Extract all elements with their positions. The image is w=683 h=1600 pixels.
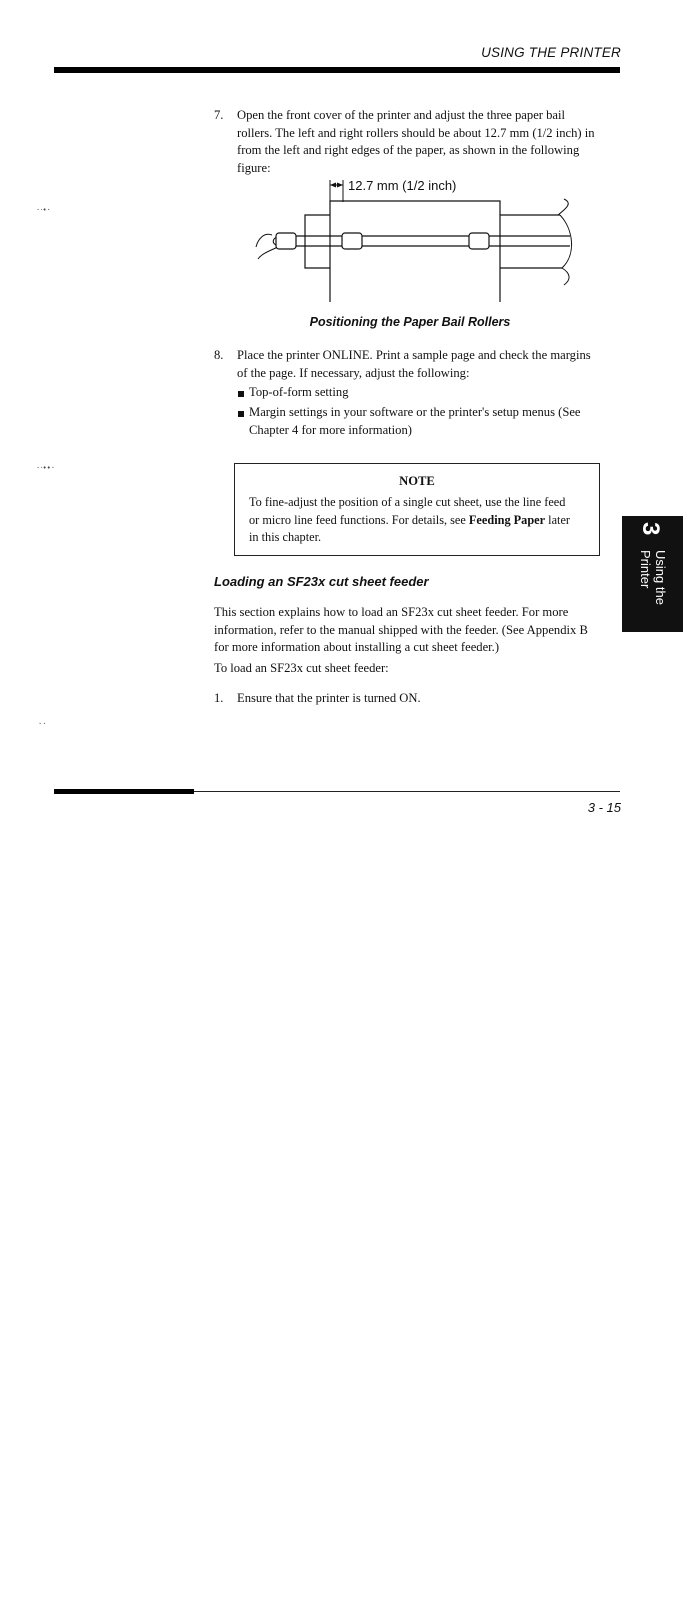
note-link-text: Feeding Paper (468, 512, 546, 527)
bullet-line: Chapter 4 for more information) (249, 422, 412, 437)
scan-speck: ·‧•· (36, 206, 51, 214)
right-frame-curve (558, 199, 568, 215)
figure-caption: Positioning the Paper Bail Rollers (309, 315, 511, 329)
paragraph-line: for more information about installing a cut sheet feeder.) (214, 640, 500, 654)
footer-rule (194, 791, 620, 792)
running-header: USING THE PRINTER (481, 45, 621, 60)
paragraph-line: This section explains how to load an SF23x cut sheet feeder. For more (214, 605, 569, 619)
step-8-line: of the page. If necessary, adjust the following: (237, 365, 470, 380)
scan-speck: ·· (38, 720, 47, 728)
page-number: 3 - 15 (587, 800, 621, 815)
note-title: NOTE (399, 474, 435, 488)
dimension-arrow (330, 183, 336, 188)
chapter-tab-label (638, 550, 668, 605)
step-7-line: rollers. The left and right rollers should be about 12.7 mm (1/2 inch) in (237, 125, 595, 140)
right-frame-curve (560, 215, 572, 268)
step-7-line: from the left and right edges of the paper, as shown in the following (237, 143, 580, 157)
bullet-item (249, 404, 619, 439)
note-text: later (545, 512, 571, 527)
bullet-item (249, 384, 619, 402)
paper-outline (330, 201, 500, 302)
bail-roller-figure (250, 175, 580, 310)
note-line (249, 512, 587, 530)
dimension-label: 12.7 mm (1/2 inch) (348, 178, 457, 193)
note-text: or micro line feed functions. For details, see (249, 512, 469, 527)
dimension-arrow (337, 183, 343, 188)
step-7-number: 7. (214, 108, 224, 122)
chapter-tab (622, 516, 683, 632)
paragraph-line: information, refer to the manual shipped with the feeder. (See Appendix B (214, 622, 588, 637)
note-line: To fine-adjust the position of a single cut sheet, use the line feed (249, 495, 566, 509)
bail-roller-right (469, 233, 489, 249)
bullet-marker (238, 411, 244, 417)
chapter-tab-line: Using the (653, 550, 668, 605)
note-line: in this chapter. (249, 530, 322, 544)
bail-roller-left-outer (276, 233, 296, 249)
step-7-text (237, 107, 617, 177)
step-7-line: figure: (237, 160, 271, 175)
chapter-tab-line: Printer (638, 550, 653, 589)
shaft-end-curve (256, 234, 272, 247)
bullet-line: Top-of-form setting (249, 385, 349, 399)
step-8-line: Place the printer ONLINE. Print a sample page and check the margins (237, 348, 591, 362)
step-7-line: Open the front cover of the printer and adjust the three paper bail (237, 108, 566, 122)
footer-rule-thick (54, 789, 194, 794)
right-frame-curve (562, 268, 569, 285)
section-heading: Loading an SF23x cut sheet feeder (214, 574, 429, 589)
header-rule (54, 67, 620, 73)
note-box (234, 463, 600, 556)
bullet-line: Margin settings in your software or the printer's setup menus (See (249, 405, 581, 419)
bail-roller-left (342, 233, 362, 249)
step-1-text: Ensure that the printer is turned ON. (237, 691, 421, 705)
step-8-text (237, 347, 617, 382)
bullet-marker (238, 391, 244, 397)
note-body (249, 494, 587, 547)
chapter-number: 3 (637, 522, 664, 536)
step-1-number: 1. (214, 691, 224, 705)
scan-speck: ·‧••· (36, 464, 56, 472)
section-paragraph (214, 604, 614, 657)
left-frame (305, 215, 330, 268)
step-8-number: 8. (214, 348, 224, 362)
section-intro: To load an SF23x cut sheet feeder: (214, 661, 389, 675)
